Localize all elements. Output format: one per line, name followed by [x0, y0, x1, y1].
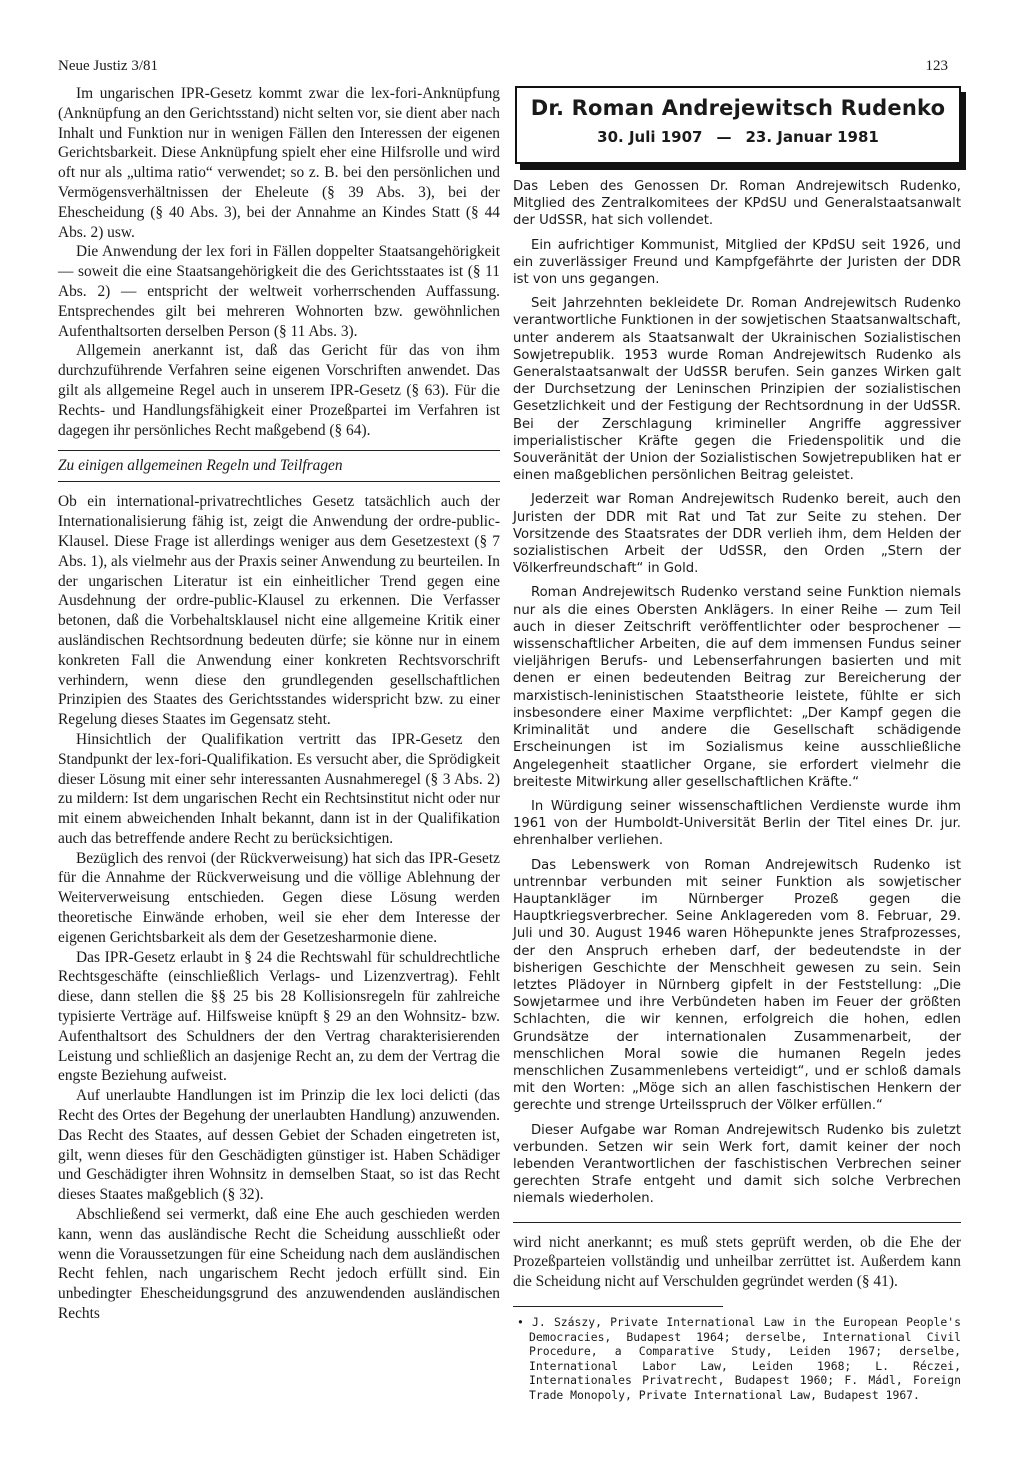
- obituary-paragraph: Seit Jahrzehnten bekleidete Dr. Roman Andrejewitsch Rudenko verantwortliche Funktionen in der sowjetischen Staatsanwaltschaft, unter anderem als Staatsanwalt der Ukrainischen Sozialistischen Sowjetrepublik. 1953 wurde Roman Andrejewitsch Rudenko als Generalstaatsanwalt der UdSSR berufen. Sein ganzes Wirken galt der Durchsetzung der Leninschen Prinzipien der sozialistischen Gesetzlichkeit und der Festigung der Rechtsordnung in der UdSSR. Bei der Zerschlagung krimineller Angriffe aggressiver imperialistischer Kräfte gegen die Friedenspolitik und die Souveränität der Union der Sozialistischen Sowjetrepubliken hat er einen maßgeblichen persönlichen Beitrag geleistet.: [513, 296, 961, 484]
- obituary-paragraph: Jederzeit war Roman Andrejewitsch Rudenko bereit, auch den Juristen der DDR mit Rat und Tat zur Seite zu stehen. Der Vorsitzende des Staatsrates der DDR verlieh ihm, dem Helden der sozialistischen Arbeit der UdSSR, den Orden „Stern der Völkerfreundschaft“ in Gold.: [513, 492, 961, 577]
- obituary-paragraph: Ein aufrichtiger Kommunist, Mitglied der KPdSU seit 1926, und ein zuverlässiger Freund und Kampfgefährte der Juristen der DDR ist von uns gegangen.: [513, 237, 961, 288]
- obituary-paragraph: In Würdigung seiner wissenschaftlichen Verdienste wurde ihm 1961 von der Humboldt-Universität Berlin der Titel eines Dr. jur. ehrenhalber verliehen.: [513, 798, 961, 849]
- obituary-paragraph: Dieser Aufgabe war Roman Andrejewitsch Rudenko bis zuletzt verbunden. Setzen wir sein Werk fort, damit keiner der noch lebenden Verantwortlichen der faschistischen Verbrechen seiner gerechten Strafe entgeht und damit sich solche Verbrechen niemals wiederholen.: [513, 1122, 961, 1207]
- obituary-paragraph: Roman Andrejewitsch Rudenko verstand seine Funktion niemals nur als die eines Obersten Anklägers. In einer Reihe — zum Teil auch in dieser Zeitschrift veröffentlichter oder besprochener — wissenschaftlicher Arbeiten, die auf dem immensen Fundus seiner vieljährigen Berufs- und Lebenserfahrungen basierten und mit denen er einen bedeutenden Beitrag zur Bereicherung der marxistisch-leninistischen Staatstheorie leistete, fühlte er sich insbesondere einer Maxime verpflichtet: „Der Kampf gegen die Kriminalität und andere die Gesellschaft schädigende Erscheinungen ist im Sozialismus keine ausschließliche Angelegenheit staatlicher Organe, sie erfordert vielmehr die breiteste Mitwirkung aller gesellschaftlichen Kräfte.“: [513, 585, 961, 790]
- death-date: 23. Januar 1981: [745, 128, 879, 146]
- article-paragraph: Ob ein international-privatrechtliches Gesetz tatsächlich auch der Internationalisierung fähig ist, zeigt die Anwendung der ordre-public-Klausel. Diese Frage ist allerdings weniger aus dem Gesetzestext (§ 7 Abs. 1), als vielmehr aus der Praxis seiner Anwendung zu beurteilen. In der ungarischen Literatur ist ein einheitlicher Trend gegen eine Ausdehnung der ordre-public-Klausel zu erkennen. Die Verfasser betonen, daß die Vorbehaltsklausel nicht eine allgemeine Kritik einer ausländischen Rechtsordnung bedeuten dürfe; sie könne nur in einem konkreten Fall die Anwendung einer konkreten Rechtsvorschrift verhindern, wenn diese den grundlegenden gesellschaftlichen Prinzipien des Staates des Gerichtsstandes widerspricht bzw. zu einer Regelung dieses Staates im Gegensatz steht.: [58, 493, 500, 729]
- article-paragraph: Bezüglich des renvoi (der Rückverweisung) hat sich das IPR-Gesetz für die Annahme der Rückverweisung und die völlige Ablehnung der Weiterverweisung entschieden. Gegen diese Lösung werden theoretische Einwände erhoben, weil sie eher dem Interesse der eigenen Gerichtsbarkeit als dem der Gesetzesharmonie diene.: [58, 849, 500, 946]
- obituary-name: Dr. Roman Andrejewitsch Rudenko: [530, 96, 946, 120]
- journal-issue: Neue Justiz 3/81: [58, 58, 158, 74]
- page-header: [58, 58, 948, 78]
- article-paragraph: Abschließend sei vermerkt, daß eine Ehe auch geschieden werden kann, wenn das ausländische Recht die Scheidung ausschließt oder wenn die Voraussetzungen für eine Scheidung nach dem ausländischen Recht fehlen, nach ungarischem Recht jedoch erfüllt sind. Ein unbedingter Ehescheidungsgrund des anzuwendenden ausländischen Rechts: [58, 1206, 500, 1323]
- section-divider: [58, 450, 500, 451]
- article-paragraph: Auf unerlaubte Handlungen ist im Prinzip die lex loci delicti (das Recht des Ortes der Begehung der unerlaubten Handlung) anzuwenden. Das Recht des Staates, auf dessen Gebiet der Schaden eingetreten ist, gilt, wenn dieses für den Geschädigten günstiger ist. Haben Schädiger und Geschädigter ihren Wohnsitz in demselben Staat, so ist das Recht dieses Staates maßgeblich (§ 32).: [58, 1087, 500, 1204]
- article-paragraph: Allgemein anerkannt ist, daß das Gericht für das von ihm durchzuführende Verfahren seine eigenen Vorschriften anwendet. Das gilt als allgemeine Regel auch in unserem IPR-Gesetz (§ 63). Für die Rechts- und Handlungsfähigkeit einer Prozeßpartei im Verfahren ist dagegen ihr persönliches Recht maßgebend (§ 64).: [58, 342, 500, 439]
- obituary-end-rule: [513, 1222, 961, 1223]
- article-paragraph: Die Anwendung der lex fori in Fällen doppelter Staatsangehörigkeit — soweit die eine Staatsangehörigkeit die des Gerichtsstaates ist (§ 11 Abs. 2) — entspricht der weltweit vorherrschenden Auffassung. Entsprechendes gilt bei mehreren Wohnorten bzw. gewöhnlichen Aufenthaltsorten derselben Person (§ 11 Abs. 3).: [58, 243, 500, 340]
- obituary-paragraph: Das Leben des Genossen Dr. Roman Andrejewitsch Rudenko, Mitglied des Zentralkomitees der KPdSU und Generalstaatsanwalt der UdSSR, hat sich vollendet.: [513, 179, 961, 229]
- article-paragraph: Im ungarischen IPR-Gesetz kommt zwar die lex-fori-Anknüpfung (Anknüpfung an den Gerichtsstand) nicht selten vor, sie dient aber nach Inhalt und Funktion nur in wenigen Fällen den Interessen der eigenen Gerichtsbarkeit. Diese Anknüpfung spielt eher eine Hilfsrolle und wird oft nur als „ultima ratio“ verwendet; so z. B. bei den persönlichen und Vermögensverhältnissen der Eheleute (§ 39 Abs. 3), bei der Ehescheidung (§ 40 Abs. 3), bei der Annahme an Kindes Statt (§ 44 Abs. 2) usw.: [58, 85, 500, 241]
- date-dash: —: [716, 128, 732, 146]
- section-subheading: Zu einigen allgemeinen Regeln und Teilfragen: [58, 457, 500, 482]
- article-paragraph: Das IPR-Gesetz erlaubt in § 24 die Rechtswahl für schuldrechtliche Rechtsgeschäfte (einschließlich Verlags- und Lizenzvertrag). Fehlt diese, dann stellen die §§ 25 bis 28 Kollisionsregeln für zahlreiche typisierte Verträge auf. Hilfsweise knüpft § 29 an den Wohnsitz- bzw. Aufenthaltsort des Schuldners der den Vertrag charakterisierenden Leistung und schließlich an dasjenige Recht an, zu dem der Vertrag die engste Beziehung aufweist.: [58, 948, 500, 1085]
- article-paragraph: Hinsichtlich der Qualifikation vertritt das IPR-Gesetz den Standpunkt der lex-fori-Qualifikation. Es versucht aber, die Sprödigkeit dieser Lösung mit einer sehr interessanten Ausnahmeregel (§ 3 Abs. 2) zu mildern: Ist dem ungarischen Recht ein Rechtsinstitut nicht oder nur mit einem abweichenden Inhalt bekannt, dann ist in der Qualifikation auch das betreffende andere Recht zu berücksichtigen.: [58, 730, 500, 847]
- birth-date: 30. Juli 1907: [597, 128, 703, 146]
- page-number: 123: [925, 58, 948, 74]
- left-column: [58, 84, 500, 1324]
- obituary-dates: [523, 128, 953, 146]
- footnote-rule: [513, 1306, 723, 1307]
- obituary-paragraph: Das Lebenswerk von Roman Andrejewitsch Rudenko ist untrennbar verbunden mit seiner Funktion als sowjetischer Hauptankläger im Nürnberger Prozeß gegen die Hauptkriegsverbrecher. Seine Anklagereden vom 8. Februar, 29. Juli und 30. August 1946 waren Höhepunkte jenes Strafprozesses, der den Anspruch erheben darf, der bedeutendste in der bisherigen Geschichte der Menschheit gewesen zu sein. Sein letztes Plädoyer in Nürnberg gipfelt in der Feststellung: „Die Sowjetarmee und ihre Verbündeten haben im Feuer der größten Schlachten, die wir kennen, erfolgreich die hohen, edlen Grundsätze der internationalen Zusammenarbeit, der menschlichen Moral sowie die humanen Regeln jedes menschlichen Zusammenlebens verteidigt“, und er schloß damals mit den Worten: „Möge sich an allen faschistischen Henkern der gerechte und strenge Urteilsspruch der Völker erfüllen.“: [513, 857, 961, 1114]
- footnote: • J. Szászy, Private International Law in the European People's Democracies, Budapest 1964; derselbe, International Civil Procedure, a Comparative Study, Leiden 1967; derselbe, International Labor Law, Leiden 1968; L. Réczei, Internationales Privatrecht, Budapest 1960; F. Mádl, Foreign Trade Monopoly, Private International Law, Budapest 1967.: [517, 1314, 961, 1402]
- right-column: [513, 86, 961, 1403]
- continuation-paragraph: wird nicht anerkannt; es muß stets geprüft werden, ob die Ehe der Prozeßparteien vollständig und unheilbar zerrüttet ist. Außerdem kann die Scheidung nicht auf Verschulden gegründet werden (§ 41).: [513, 1233, 961, 1291]
- obituary-title-box: [515, 86, 961, 164]
